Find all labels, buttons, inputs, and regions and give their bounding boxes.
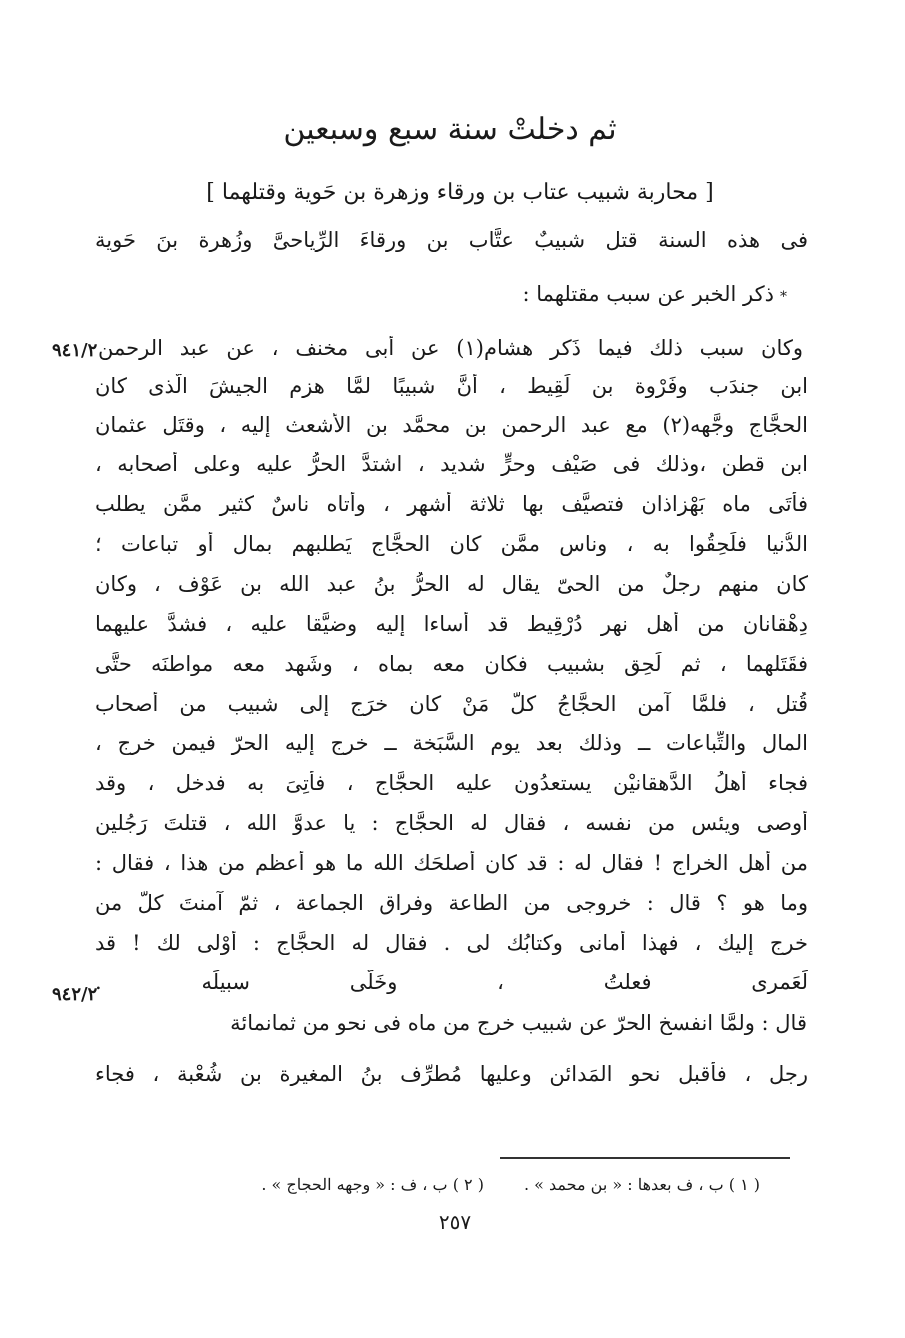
text-line: ابن قطن ،وذلك فى صَيْف وحرٍّ شديد ، اشتدَّ الحرُّ عليه وعلى أصحابه ، [95,452,808,476]
footnote-1: ( ١ ) ب ، ف بعدها : « بن محمد » . [523,1175,760,1194]
chapter-title: ثم دخلتْ سنة سبع وسبعين [283,112,617,147]
text-line: رجل ، فأقبل نحو المَدائن وعليها مُطرِّف بنُ المغيرة بن شُعْبة ، فجاء [95,1062,808,1086]
footnotes [150,1172,760,1198]
footnote-2: ( ٢ ) ب ، ف : « وجهه الحجاج » . [261,1175,484,1194]
text-line: دِهْقانان من أهل نهر دُرْقِيط قد أساءا إليه وضيَّقا عليه ، فشدَّ عليهما [95,612,808,636]
section-heading: [ محاربة شبيب عتاب بن ورقاء وزهرة بن حَوية وقتلهما ] [206,180,714,205]
text-line: قُتل ، فلمَّا آمن الحجَّاجُ كلَّ مَنْ كان خرَج إلى شبيب من أصحاب [95,692,808,716]
text-line: وكان سبب ذلك فيما ذَكر هشام(١) عن أبى مخنف ، عن عبد الرحمن [98,336,803,360]
text-line: الحجَّاج وجَّهه(٢) مع عبد الرحمن بن محمَّد بن الأشعث إليه ، وقتَل عثمان [95,413,808,437]
text-line: من أهل الخراج ! فقال له : قد كان أصلحَك الله ما هو أعظم من هذا ، فقال : [95,851,808,875]
text-line: الدُّنيا فلَحِقُوا به ، وناس ممَّن كان الحجَّاج يَطلبهم بمال أو تباعات ؛ [95,532,808,556]
text-line: فجاء أهلُ الدَّهقانيْن يستعدُون عليه الحجَّاج ، فأُتِىَ به فدخل ، وقد [95,771,808,795]
page-number: ٢٥٧ [438,1210,472,1234]
text-line: وما هو ؟ قال : خروجى من الطاعة وفراق الجماعة ، ثمّ آمنتَ كلَّ من [95,891,808,915]
text-line: فأتَى ماه بَهْزاذان فتصيَّف بها ثلاثة أشهر ، وأتاه ناسٌ كثير ممَّن يطلب [95,492,808,516]
section-subheading [522,282,787,306]
text-line: فقَتَلهما ، ثم لَحِق بشبيب فكان معه بماه ، وشَهِد معه مواطنَه حتَّى [95,652,808,676]
text-line: أوصى ويئس من نفسه ، فقال له الحجَّاج : يا عدوَّ الله ، قتلتَ رَجُلين [95,811,808,835]
text-line: كان منهم رجلٌ من الحىّ يقال له الحرُّ بنُ عبد الله بن عَوْف ، وكان [95,572,808,596]
subheading-text: ذكر الخبر عن سبب مقتلهما : [522,282,774,306]
star-marker: * [780,289,787,305]
text-line: ابن جندَب وفَرْوة بن لَقِيط ، أنَّ شبيبًا لمَّا هزم الجيشَ الَّذى كان [95,374,808,398]
text-line: المال والتِّباعات ــ وذلك بعد يوم السَّبَخة ــ خرج إليه الحرّ فيمن خرج ، [95,731,808,755]
text-line: لَعَمرى فعلتُ ، وخَلَّى سبيلَه . [95,970,808,994]
text-line: خرج إليك ، فهذا أمانى وكتابُك لى . فقال له الحجَّاج : أَوْلى لك ! قد [95,931,808,955]
marginal-reference: ٩٤١/٢ [52,340,98,361]
marginal-reference: ٩٤٢/٢ [52,984,98,1005]
text-line-last: قال : ولمَّا انفسخ الحرّ عن شبيب خرج من ماه فى نحو من ثمانمائة [230,1011,807,1035]
footnote-separator [500,1157,790,1159]
text-line: فى هذه السنة قتل شبيبٌ عتَّاب بن ورقاءَ الرِّياحىَّ وزُهرة بنَ حَوِية [95,228,808,252]
